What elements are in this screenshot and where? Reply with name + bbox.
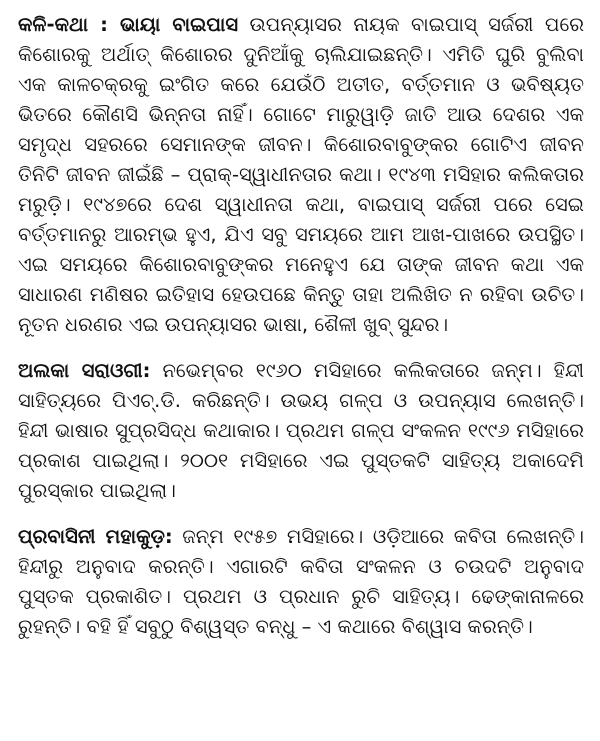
translator-bio-text: ଜନ୍ମ ୧୯୫୭ ମସିହାରେ। ଓଡ଼ିଆରେ କବିତା ଲେଖନ୍ତି। ହିନ୍ଦୀରୁ ଅନୁବାଦ କରନ୍ତି। ଏଗାରଟି କବିତା ସଂକଳନ ଓ ଚଉଦଟି ଅନୁବାଦ ପୁସ୍ତକ ପ୍ରକାଶିତ। ପ୍ରଥମ ଓ ପ୍ରଧାନ ରୁଚି ସାହିତ୍ୟ। ଢେଙ୍କାନାଳରେ ରୁହନ୍ତି। ବହି ହିଁ ସବୁଠୁ ବିଶ୍ୱସ୍ତ ବନ୍ଧୁ – ଏ କଥାରେ ବିଶ୍ୱାସ କରନ୍ତି। [18, 525, 584, 638]
paragraph-translator-bio [18, 522, 584, 642]
translator-name-heading: ପ୍ରବାସିନୀ ମହାକୁଡ଼: [18, 525, 173, 548]
author-bio-text: ନଭେମ୍ବର ୧୯୬୦ ମସିହାରେ କଲିକତାରେ ଜନ୍ମ। ହିନ୍ଦୀ ସାହିତ୍ୟରେ ପିଏଚ୍.ଡି. କରିଛନ୍ତି। ଉଭୟ ଗଳ୍ପ ଓ ଉପନ୍ୟାସ ଲେଖନ୍ତି। ହିନ୍ଦୀ ଭାଷାର ସୁପ୍ରସିଦ୍ଧ କଥାକାର। ପ୍ରଥମ ଗଳ୍ପ ସଂକଳନ ୧୯୯୬ ମସିହାରେ ପ୍ରକାଶ ପାଇଥିଲା। ୨୦୦୧ ମସିହାରେ ଏଇ ପୁସ୍ତକଟି ସାହିତ୍ୟ ଅକାଦେମି ପୁରସ୍କାର ପାଇଥିଲା। [18, 359, 584, 502]
document-page [18, 10, 584, 642]
paragraph-book-review [18, 10, 584, 340]
paragraph-author-bio [18, 356, 584, 506]
book-title-heading: କଳି-କଥା : ଭାୟା ବାଇପାସ [18, 13, 239, 36]
book-review-text: ଉପନ୍ୟାସର ନାୟକ ବାଇପାସ୍ ସର୍ଜରୀ ପରେ କିଶୋରକୁ ଅର୍ଥାତ୍ କିଶୋରର ଦୁନିଆଁକୁ ଚାଲିଯାଇଛନ୍ତି। ଏମିତି ଘୁରି ବୁଲିବା ଏକ କାଳଚକ୍ରକୁ ଇଂଗିତ କରେ ଯେଉଁଠି ଅତୀତ, ବର୍ତ୍ତମାନ ଓ ଭବିଷ୍ୟତ ଭିତରେ କୌଣସି ଭିନ୍ନତା ନାହିଁ। ଗୋଟେ ମାରୁୱାଡ଼ି ଜାତି ଆଉ ଦେଶର ଏକ ସମୃଦ୍ଧ ସହରରେ ସେମାନଙ୍କ ଜୀବନ। କିଶୋରବାବୁଙ୍କର ଗୋଟିଏ ଜୀବନ ତିନିଟି ଜୀବନ ଜୀଇଁଛି – ପ୍ରାକ୍-ସ୍ୱାଧୀନତାର କଥା। ୧୯୪୩ ମସିହାର କଲିକତାର ମରୁଡ଼ି। ୧୯୪୭ରେ ଦେଶ ସ୍ୱାଧୀନତା କଥା, ବାଇପାସ୍ ସର୍ଜରୀ ପରେ ସେଇ ବର୍ତ୍ତମାନରୁ ଆରମ୍ଭ ହୁଏ, ଯିଏ ସବୁ ସମୟରେ ଆମ ଆଖ-ପାଖରେ ଉପସ୍ଥିତ। ଏଇ ସମୟରେ କିଶୋରବାବୁଙ୍କର ମନେହୁଏ ଯେ ତାଙ୍କ ଜୀବନ କଥା ଏକ ସାଧାରଣ ମଣିଷର ଇତିହାସ ହେଉପଛେ କିନ୍ତୁ ତାହା ଅଲିଖିତ ନ ରହିବା ଉଚିତ। ନୂତନ ଧରଣର ଏଇ ଉପନ୍ୟାସର ଭାଷା, ଶୈଳୀ ଖୁବ୍ ସୁନ୍ଦର। [18, 13, 584, 336]
author-name-heading: ଅଲକା ସରାଓଗୀ: [18, 359, 151, 382]
